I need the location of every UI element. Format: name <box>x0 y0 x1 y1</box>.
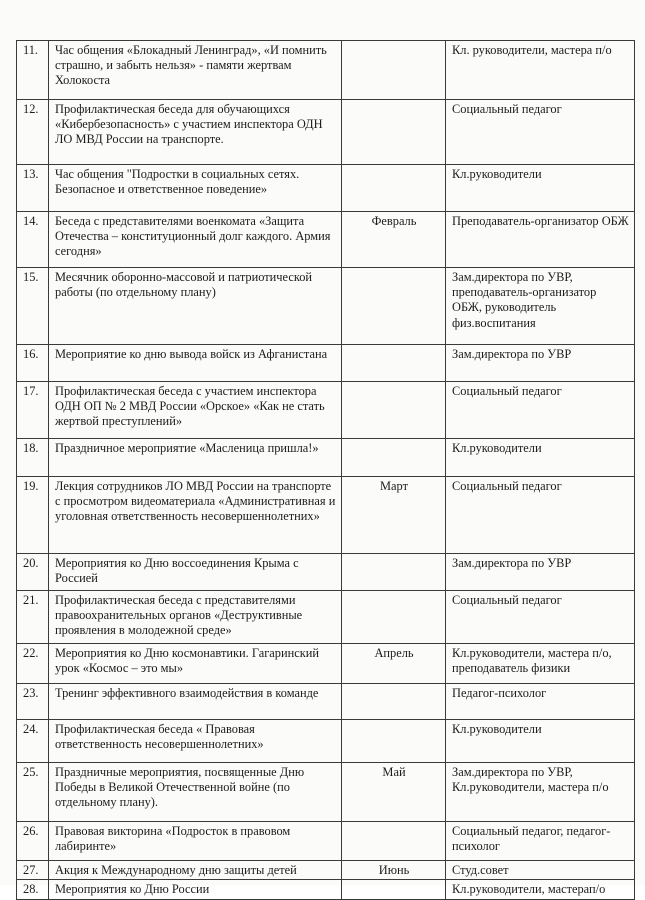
event-cell: Тренинг эффективного взаимодействия в команде <box>49 684 342 720</box>
row-number: 17. <box>17 382 49 439</box>
month-cell: Март <box>342 477 446 554</box>
event-cell: Праздничные мероприятия, посвященные Дню Победы в Великой Отечественной войне (по отдельному плану). <box>49 763 342 822</box>
responsible-cell: Кл.руководители, мастерап/о <box>446 880 635 900</box>
month-cell <box>342 439 446 477</box>
month-cell: Апрель <box>342 644 446 684</box>
row-number: 18. <box>17 439 49 477</box>
row-number: 14. <box>17 212 49 268</box>
month-cell: Февраль <box>342 212 446 268</box>
event-cell: Мероприятия ко Дню воссоединения Крыма с Россией <box>49 554 342 591</box>
row-number: 27. <box>17 861 49 880</box>
row-number: 25. <box>17 763 49 822</box>
table-row <box>17 165 635 212</box>
event-cell: Акция к Международному дню защиты детей <box>49 861 342 880</box>
row-number: 13. <box>17 165 49 212</box>
table-row <box>17 720 635 763</box>
responsible-cell: Социальный педагог <box>446 591 635 644</box>
event-cell: Мероприятия ко Дню космонавтики. Гагаринский урок «Космос – это мы» <box>49 644 342 684</box>
responsible-cell: Кл.руководители, мастера п/о, преподаватель физики <box>446 644 635 684</box>
event-cell: Беседа с представителями военкомата «Защита Отечества – конституционный долг каждого. Армия сегодня» <box>49 212 342 268</box>
month-cell <box>342 165 446 212</box>
row-number: 15. <box>17 268 49 345</box>
table-row <box>17 644 635 684</box>
row-number: 26. <box>17 822 49 861</box>
event-cell: Час общения «Блокадный Ленинград», «И помнить страшно, и забыть нельзя» - памяти жертвам Холокоста <box>49 41 342 100</box>
row-number: 19. <box>17 477 49 554</box>
event-cell: Правовая викторина «Подросток в правовом лабиринте» <box>49 822 342 861</box>
table-row <box>17 684 635 720</box>
table-body <box>17 41 635 900</box>
table-row <box>17 100 635 165</box>
month-cell <box>342 822 446 861</box>
responsible-cell: Студ.совет <box>446 861 635 880</box>
responsible-cell: Социальный педагог, педагог-психолог <box>446 822 635 861</box>
event-cell: Профилактическая беседа с участием инспектора ОДН ОП № 2 МВД России «Орское» «Как не стать жертвой преступлений» <box>49 382 342 439</box>
row-number: 24. <box>17 720 49 763</box>
responsible-cell: Зам.директора по УВР <box>446 345 635 382</box>
row-number: 20. <box>17 554 49 591</box>
responsible-cell: Кл.руководители <box>446 720 635 763</box>
row-number: 16. <box>17 345 49 382</box>
table-row <box>17 477 635 554</box>
event-cell: Мероприятие ко дню вывода войск из Афганистана <box>49 345 342 382</box>
table-row <box>17 268 635 345</box>
table-row <box>17 212 635 268</box>
event-cell: Профилактическая беседа с представителями правоохранительных органов «Деструктивные проявления в молодежной среде» <box>49 591 342 644</box>
month-cell: Май <box>342 763 446 822</box>
month-cell <box>342 880 446 900</box>
month-cell <box>342 554 446 591</box>
table-row <box>17 861 635 880</box>
row-number: 12. <box>17 100 49 165</box>
month-cell <box>342 41 446 100</box>
event-cell: Профилактическая беседа для обучающихся «Кибербезопасность» с участием инспектора ОДН ЛО МВД России на транспорте. <box>49 100 342 165</box>
table-row <box>17 763 635 822</box>
responsible-cell: Зам.директора по УВР, Кл.руководители, мастера п/о <box>446 763 635 822</box>
event-cell: Профилактическая беседа « Правовая ответственность несовершеннолетних» <box>49 720 342 763</box>
event-cell: Месячник оборонно-массовой и патриотической работы (по отдельному плану) <box>49 268 342 345</box>
row-number: 21. <box>17 591 49 644</box>
row-number: 23. <box>17 684 49 720</box>
responsible-cell: Социальный педагог <box>446 382 635 439</box>
month-cell <box>342 100 446 165</box>
responsible-cell: Зам.директора по УВР, преподаватель-организатор ОБЖ, руководитель физ.воспитания <box>446 268 635 345</box>
event-cell: Час общения "Подростки в социальных сетях. Безопасное и ответственное поведение» <box>49 165 342 212</box>
event-cell: Мероприятия ко Дню России <box>49 880 342 900</box>
event-cell: Лекция сотрудников ЛО МВД России на транспорте с просмотром видеоматериала «Административная и уголовная ответственность несовершеннолетних» <box>49 477 342 554</box>
month-cell <box>342 720 446 763</box>
responsible-cell: Социальный педагог <box>446 100 635 165</box>
table-row <box>17 591 635 644</box>
events-plan-table <box>16 40 635 900</box>
table-row <box>17 382 635 439</box>
month-cell: Июнь <box>342 861 446 880</box>
table-row <box>17 41 635 100</box>
responsible-cell: Преподаватель-организатор ОБЖ <box>446 212 635 268</box>
responsible-cell: Кл.руководители <box>446 439 635 477</box>
row-number: 28. <box>17 880 49 900</box>
responsible-cell: Зам.директора по УВР <box>446 554 635 591</box>
table-row <box>17 345 635 382</box>
table-row <box>17 554 635 591</box>
month-cell <box>342 684 446 720</box>
table-row <box>17 880 635 900</box>
event-cell: Праздничное мероприятие «Масленица пришла!» <box>49 439 342 477</box>
month-cell <box>342 268 446 345</box>
responsible-cell: Кл.руководители <box>446 165 635 212</box>
month-cell <box>342 382 446 439</box>
table-row <box>17 439 635 477</box>
month-cell <box>342 591 446 644</box>
month-cell <box>342 345 446 382</box>
responsible-cell: Педагог-психолог <box>446 684 635 720</box>
responsible-cell: Социальный педагог <box>446 477 635 554</box>
row-number: 11. <box>17 41 49 100</box>
responsible-cell: Кл. руководители, мастера п/о <box>446 41 635 100</box>
table-row <box>17 822 635 861</box>
row-number: 22. <box>17 644 49 684</box>
